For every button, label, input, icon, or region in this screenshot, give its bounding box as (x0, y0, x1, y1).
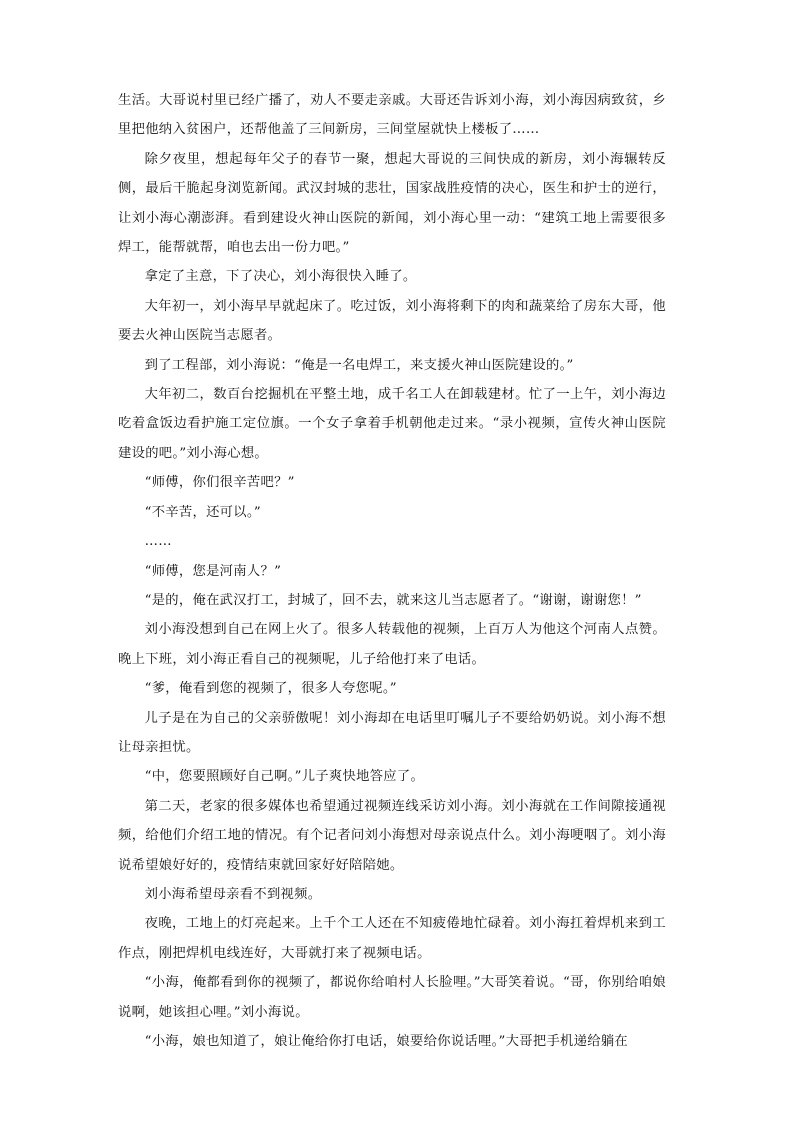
paragraph: 刘小海希望母亲看不到视频。 (144, 886, 322, 902)
paragraph: 大年初二，数百台挖掘机在平整土地，成千名工人在卸载建材。忙了一上午，刘小海边吃着盒饭边看护施工定位旗。一个女子拿着手机朝他走过来。“录小视频，宣传火神山医院建设的吧。”刘小海心想。 (118, 387, 666, 461)
dialogue-line: “是的，俺在武汉打工，封城了，回不去，就来这儿当志愿者了。“谢谢，谢谢您！” (144, 592, 642, 608)
dialogue-line: “小海，俺都看到你的视频了，都说你给咱村人长脸哩。”大哥笑着说。“哥，你别给咱娘说啊，她该担心哩。”刘小海说。 (118, 975, 666, 1020)
paragraph: 到了工程部，刘小海说：“俺是一名电焊工，来支援火神山医院建设的。” (144, 357, 574, 373)
paragraph: 第二天，老家的很多媒体也希望通过视频连线采访刘小海。刘小海就在工作间隙接通视频，给他们介绍工地的情况。有个记者问刘小海想对母亲说点什么。刘小海哽咽了。刘小海说希望娘好好的，疫情结束就回家好好陪陪她。 (118, 798, 666, 873)
dialogue-line: “爹，俺看到您的视频了，很多人夸您呢。” (144, 681, 397, 697)
ellipsis-line: …… (144, 534, 172, 550)
dialogue-line: “师傅，你们很辛苦吧？” (144, 475, 295, 491)
dialogue-line: “小海，娘也知道了，娘让俺给你打电话，娘要给你说话哩。”大哥把手机递给躺在 (144, 1034, 629, 1049)
paragraph: 儿子是在为自己的父亲骄傲呢！刘小海却在电话里叮嘱儿子不要给奶奶说。刘小海不想让母亲担忧。 (118, 710, 666, 755)
paragraph: 拿定了主意，下了决心，刘小海很快入睡了。 (144, 269, 417, 285)
paragraph: 夜晚，工地上的灯亮起来。上千个工人还在不知疲倦地忙碌着。刘小海扛着焊机来到工作点，刚把焊机电线连好，大哥就打来了视频电话。 (118, 916, 666, 961)
dialogue-line: “中，您要照顾好自己啊。”儿子爽快地答应了。 (144, 769, 425, 785)
paragraph: 除夕夜里，想起每年父子的春节一聚，想起大哥说的三间快成的新房，刘小海辗转反侧，最后干脆起身浏览新闻。武汉封城的悲壮，国家战胜疫情的决心，医生和护士的逆行，让刘小海心潮澎湃。看到建设火神山医院的新闻，刘小海心里一动：“建筑工地上需要很多焊工，能帮就帮，咱也去出一份力吧。” (118, 151, 666, 256)
document-page (118, 86, 666, 1056)
dialogue-line: “不辛苦，还可以。” (144, 504, 261, 520)
paragraph: 刘小海没想到自己在网上火了。很多人转载他的视频，上百万人为他这个河南人点赞。晚上下班，刘小海正看自己的视频呢，儿子给他打来了电话。 (118, 622, 666, 667)
dialogue-line: “师傅，您是河南人？” (144, 563, 282, 579)
paragraph: 生活。大哥说村里已经广播了，劝人不要走亲戚。大哥还告诉刘小海，刘小海因病致贫，乡里把他纳入贫困户，还帮他盖了三间新房，三间堂屋就快上楼板了…… (118, 93, 666, 138)
paragraph: 大年初一，刘小海早早就起床了。吃过饭，刘小海将剩下的肉和蔬菜给了房东大哥，他要去火神山医院当志愿者。 (118, 298, 666, 344)
